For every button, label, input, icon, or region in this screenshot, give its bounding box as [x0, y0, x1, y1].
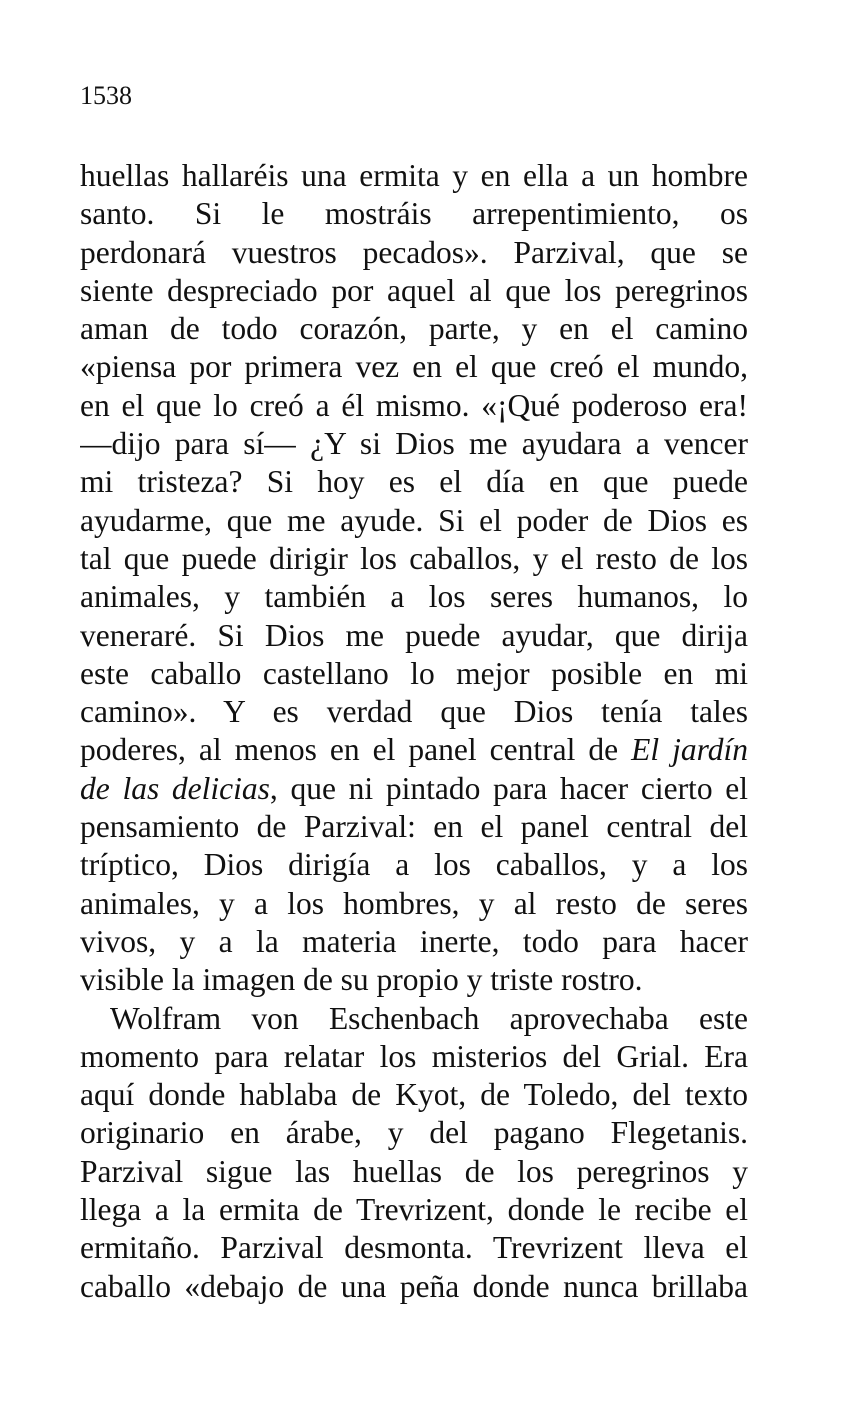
text-line: Parzival sigue las huellas de los peregrinos y [80, 1153, 748, 1189]
text-line: en el que lo creó a él mismo. «¡Qué poderoso era! [80, 387, 748, 423]
text-line: «piensa por primera vez en el que creó el mundo, [80, 349, 748, 385]
text-line: visible la imagen de su propio y triste rostro. [80, 962, 643, 998]
text-line: perdonará vuestros pecados». Parzival, que se [80, 234, 748, 270]
text-line: santo. Si le mostráis arrepentimiento, os [80, 196, 748, 232]
text-line: vivos, y a la materia inerte, todo para hacer [80, 923, 748, 959]
text-line: este caballo castellano lo mejor posible en mi [80, 655, 748, 691]
text-line: veneraré. Si Dios me puede ayudar, que dirija [80, 617, 748, 653]
text-line: momento para relatar los misterios del Grial. Era [80, 1038, 748, 1074]
text-line: ayudarme, que me ayude. Si el poder de Dios es [80, 502, 748, 538]
text-line: pensamiento de Parzival: en el panel central del [80, 809, 748, 845]
text-line: mi tristeza? Si hoy es el día en que puede [80, 464, 748, 500]
body-text [80, 157, 748, 1306]
text-line: ermitaño. Parzival desmonta. Trevrizent lleva el [80, 1230, 748, 1266]
paragraph [80, 1000, 748, 1306]
text-run: , que ni pintado para hacer cierto el [269, 770, 748, 806]
text-line: animales, y también a los seres humanos, lo [80, 579, 748, 615]
text-line [80, 731, 748, 769]
text-line: camino». Y es verdad que Dios tenía tales [80, 694, 748, 730]
italic-title: El jardín [631, 732, 748, 768]
text-line: Wolfram von Eschenbach aprovechaba este [110, 1000, 748, 1036]
text-line [80, 770, 748, 808]
text-line: aquí donde hablaba de Kyot, de Toledo, del texto [80, 1077, 748, 1113]
text-line: tal que puede dirigir los caballos, y el resto de los [80, 540, 748, 576]
text-line: originario en árabe, y del pagano Flegetanis. [80, 1115, 748, 1151]
paragraph [80, 157, 748, 1000]
text-line: tríptico, Dios dirigía a los caballos, y a los [80, 847, 748, 883]
text-line: huellas hallaréis una ermita y en ella a un hombre [80, 158, 748, 193]
text-line: —dijo para sí— ¿Y si Dios me ayudara a vencer [80, 426, 748, 462]
text-line: llega a la ermita de Trevrizent, donde le recibe el [80, 1192, 748, 1228]
italic-title: de las delicias [80, 770, 270, 806]
text-line: animales, y a los hombres, y al resto de seres [80, 885, 748, 921]
text-run: poderes, al menos en el panel central de [80, 732, 632, 768]
text-line: caballo «debajo de una peña donde nunca brillaba [80, 1268, 748, 1304]
text-line: aman de todo corazón, parte, y en el camino [80, 311, 748, 347]
page-number: 1538 [80, 81, 132, 110]
text-line: siente despreciado por aquel al que los peregrinos [80, 272, 748, 308]
